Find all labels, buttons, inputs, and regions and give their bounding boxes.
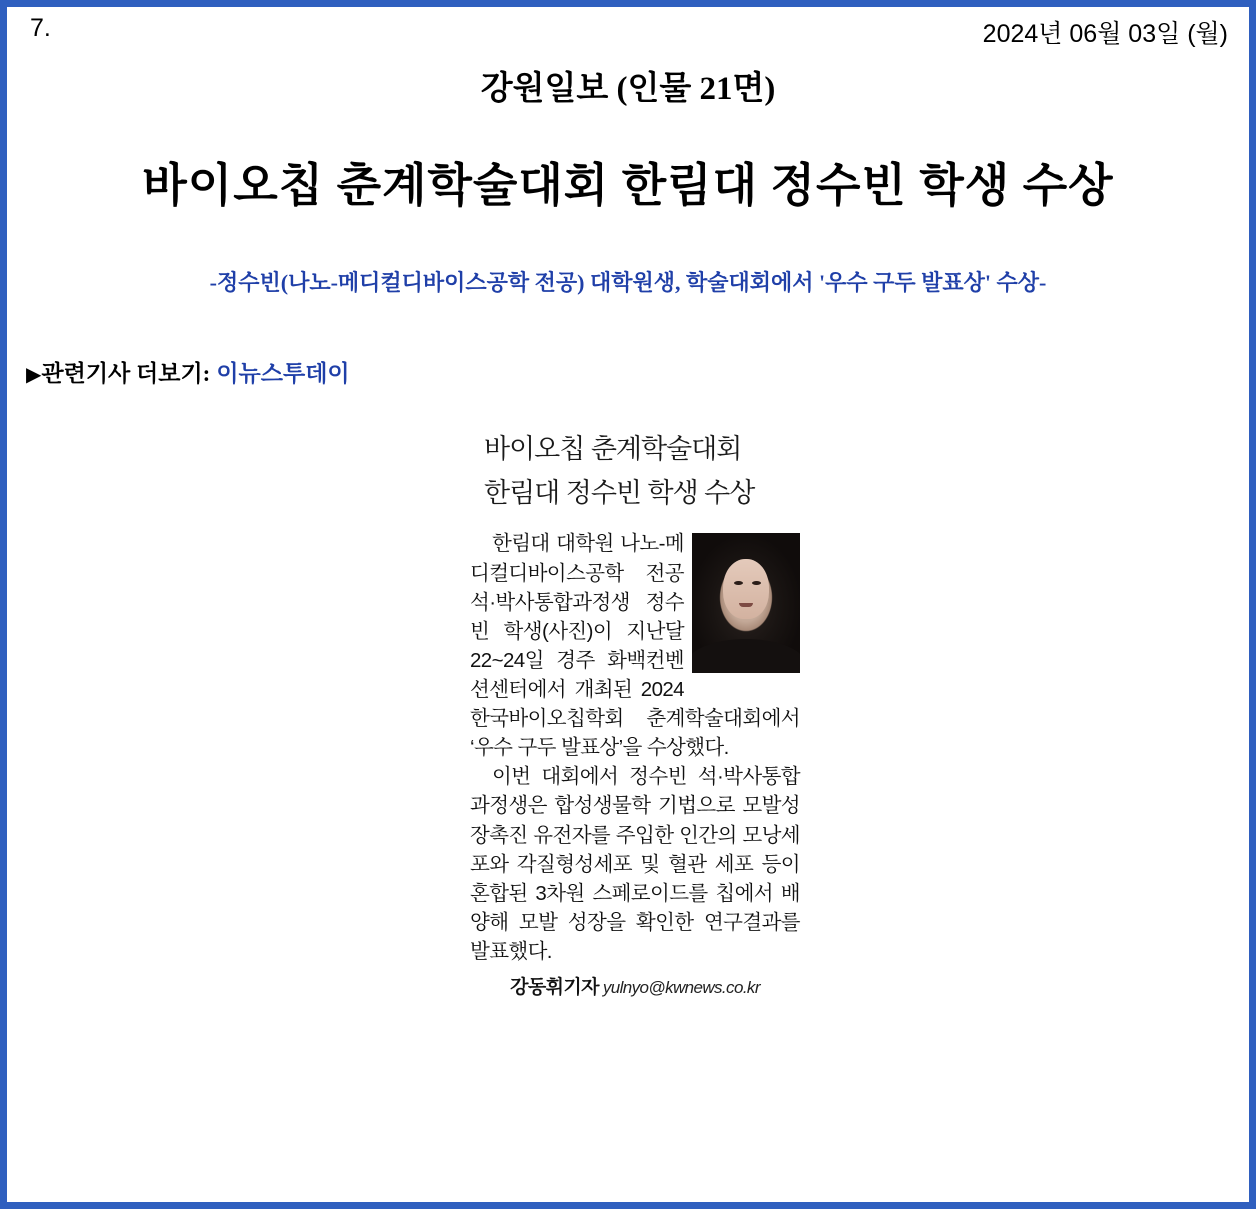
related-article-link[interactable]: 이뉴스투데이: [216, 361, 350, 386]
reporter-name: 강동휘기자: [510, 977, 599, 999]
related-article-label: 관련기사 더보기:: [41, 361, 211, 386]
photo-face: [723, 559, 769, 619]
clipping-paragraph-2: 이번 대회에서 정수빈 석·박사통합과정생은 합성생물학 기법으로 모발성장촉진 유전자를 주입한 인간의 모낭세포와 각질형성세포 및 혈관 세포 등이 혼합된 3차원 스페로이드를 칩에서 배양해 모발 성장을 확인한 연구결과를 발표했다.: [470, 765, 800, 963]
source-line: 강원일보 (인물 21면): [480, 71, 776, 107]
portrait-photo: [692, 533, 800, 673]
photo-shoulders: [692, 639, 800, 673]
clipping-body: [470, 529, 800, 966]
page-number: 7.: [30, 14, 51, 42]
clipping-title-line-2: 한림대 정수빈 학생 수상: [484, 477, 755, 508]
clipping-title-line-1: 바이오칩 춘계학술대회: [484, 434, 742, 464]
clipping-title: [484, 428, 800, 515]
reporter-email: yulnyo@kwnews.co.kr: [602, 978, 760, 998]
page-title: 바이오칩 춘계학술대회 한림대 정수빈 학생 수상: [142, 159, 1114, 211]
clipping-byline: [470, 972, 800, 999]
triangle-right-icon: ▶: [26, 364, 42, 386]
related-article-row: [26, 355, 350, 388]
news-clipping: [470, 428, 800, 999]
publication-date: 2024년 06월 03일 (월): [982, 20, 1228, 48]
clipping-paragraph-1: 한림대 대학원 나노-메디컬디바이스공학 전공 석·박사통합과정생 정수빈 학생(사진)이 지난달 22~24일 경주 화백컨벤션센터에서 개최된 2024 한국바이오칩학회 춘계학술대회에서 ‘우수 구두 발표상’을 수상했다.: [470, 532, 800, 760]
subheadline: -정수빈(나노-메디컬디바이스공학 전공) 대학원생, 학술대회에서 '우수 구두 발표상' 수상-: [209, 270, 1047, 295]
document-header: [0, 14, 1256, 52]
